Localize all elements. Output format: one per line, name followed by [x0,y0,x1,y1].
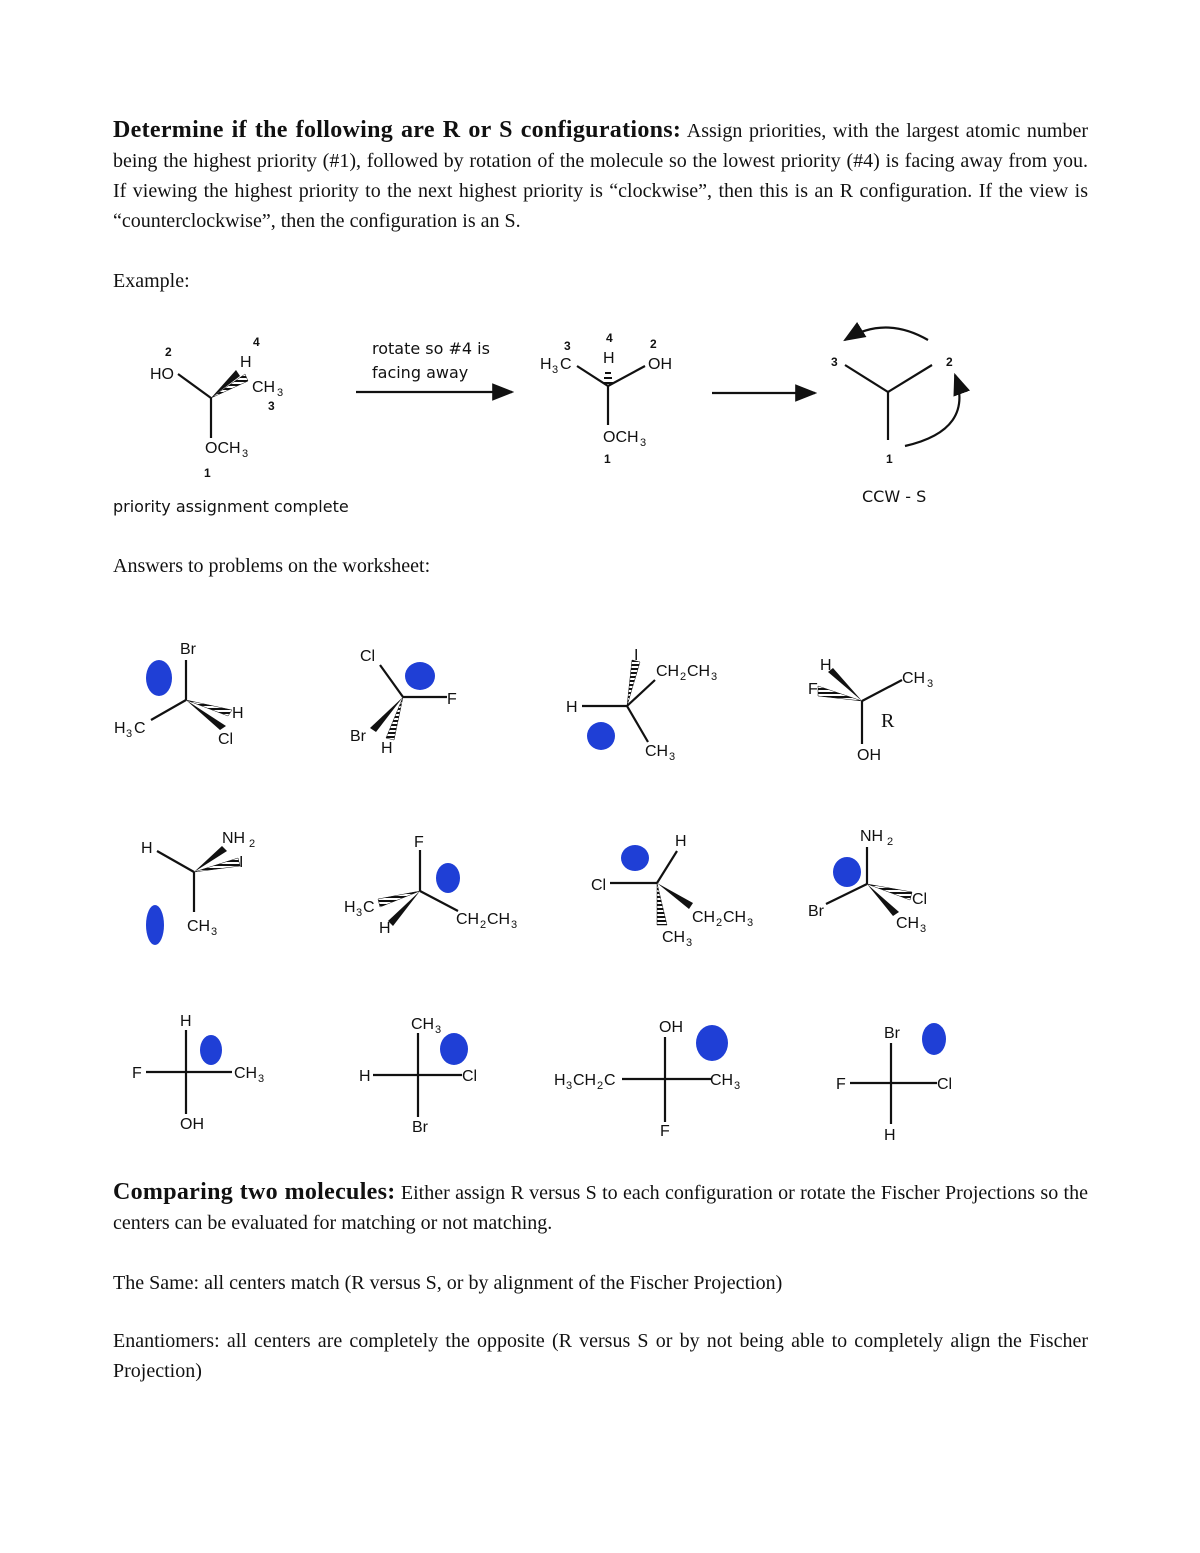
m2-cl: Cl [360,648,376,665]
ink-mark [587,722,615,750]
m5-ch3: CH [187,918,211,935]
m3-sub3: 3 [711,671,718,683]
f2-bottom: Br [412,1119,428,1136]
answers-label: Answers to problems on the worksheet: [113,555,431,577]
example-label: Example: [113,270,190,292]
answer-molecule-3 [566,647,717,763]
ex2-h: H [603,350,615,367]
answer-molecule-8 [808,828,927,935]
ex1-h: H [240,354,252,371]
m7-ch3: CH [662,929,686,946]
m5-h: H [141,840,153,857]
m1-h: H [232,705,244,722]
m1-cl: Cl [218,731,234,748]
m3-i: I [634,647,639,664]
ex1-p1: 1 [204,466,211,480]
fischer-projection-1 [132,1013,264,1133]
m5-nh2-sub: 2 [249,838,256,850]
rotate-arrow [356,339,512,392]
m3-ch3: CH [645,743,669,760]
ink-mark [440,1033,468,1065]
m4-ch3: CH [902,670,926,687]
ex3-p1: 1 [886,452,893,466]
f1-right-sub: 3 [258,1073,265,1085]
intro-heading: Determine if the following are R or S configurations: [113,117,682,143]
f3-left: H [554,1072,566,1089]
intro-text: Assign priorities, with the largest atomic number being the highest priority (#1), followed by rotation of the molecule so the lowest priority (#4) is facing away from you. If viewing the highest priority to the next highest priority is “clockwise”, then this is an R configuration. If the view is “counterclockwise”, then the configuration is an S. [113,120,1088,232]
ink-mark [436,863,460,893]
f4-bottom: H [884,1127,896,1144]
f1-right: CH [234,1065,258,1082]
m7-h: H [675,833,687,850]
m4-h: H [820,657,832,674]
m5-i: I [239,854,244,871]
m5-ch3-sub: 3 [211,926,218,938]
ex3-p2: 2 [946,355,953,369]
ink-mark [621,845,649,871]
m8-ch3: CH [896,915,920,932]
f3-top: OH [659,1019,683,1036]
f4-top: Br [884,1025,900,1042]
ex1-ho: HO [150,366,174,383]
m1-br: Br [180,641,196,658]
answer-molecule-2 [350,648,457,757]
f1-left: F [132,1065,142,1082]
comparing-text: Either assign R versus S to each configuration or rotate the Fischer Projections so the centers can be evaluated for matching or not matching. [113,1182,1088,1234]
m7-sub3: 3 [747,917,754,929]
m8-ch3-sub: 3 [920,923,927,935]
fischer-projection-3 [554,1019,740,1140]
answer-molecule-1 [114,641,244,748]
ex2-p4: 4 [606,331,613,345]
f3-right-sub: 3 [734,1080,741,1092]
m4-ch3-sub: 3 [927,678,934,690]
f2-left: H [359,1068,371,1085]
m4-oh: OH [857,747,881,764]
m6-ch2ch3-b: CH [487,911,511,928]
ex1-p4: 4 [253,335,260,349]
ink-mark [405,662,435,690]
ink-mark [833,857,861,887]
m1-h3c-sub: 3 [126,728,133,740]
example-molecule-1 [113,335,349,516]
ex2-oh: OH [648,356,672,373]
ex1-ch3-sub: 3 [277,387,284,399]
ex1-ch3: CH [252,379,276,396]
same-definition: The Same: all centers match (R versus S, or by alignment of the Fischer Projection) [113,1272,783,1294]
m8-nh2: NH [860,828,884,845]
ex2-och3-sub: 3 [640,437,647,449]
m6-h: H [379,920,391,937]
f3-left-sub2: 2 [597,1080,604,1092]
m6-ch2ch3: CH [456,911,480,928]
ex2-p3: 3 [564,339,571,353]
m8-nh2-sub: 2 [887,836,894,848]
ink-mark [696,1025,728,1061]
ex2-h3c-sub: 3 [552,364,559,376]
m7-ch3-sub: 3 [686,937,693,949]
m2-br: Br [350,728,366,745]
m7-ch2ch3: CH [692,909,716,926]
f3-left-end: C [604,1072,616,1089]
m7-cl: Cl [591,877,607,894]
ink-mark [146,660,172,696]
m7-sub2: 2 [716,917,723,929]
ex2-p2: 2 [650,337,657,351]
m6-h3c: H [344,899,356,916]
fischer-projection-2 [359,1016,477,1136]
f4-right: Cl [937,1076,953,1093]
m3-ch3-sub: 3 [669,751,676,763]
answer-molecule-4 [808,657,933,764]
ex1-p2: 2 [165,345,172,359]
m4-answer: R [881,710,895,732]
ex3-result: CCW - S [862,487,927,506]
ex2-h3c-c: C [560,356,572,373]
example-molecule-3 [831,328,959,507]
answer-molecule-6 [344,834,517,937]
enantiomers-definition: Enantiomers: all centers are completely the opposite (R versus S or by not being able to completely align the Fischer Projection) [113,1330,1088,1382]
m7-ch2ch3-b: CH [723,909,747,926]
ex2-och3: OCH [603,429,639,446]
f3-bottom: F [660,1123,670,1140]
m3-sub2: 2 [680,671,687,683]
m3-h: H [566,699,578,716]
rotate-text-2: facing away [372,363,469,382]
ex3-p3: 3 [831,355,838,369]
m3-ch2ch3-a: CH [656,663,680,680]
ex1-p3: 3 [268,399,275,413]
m6-sub3: 3 [511,919,518,931]
ex2-h3c: H [540,356,552,373]
ex1-caption: priority assignment complete [113,497,349,516]
m6-h3c-c: C [363,899,375,916]
m4-f: F [808,681,818,698]
m2-h: H [381,740,393,757]
comparing-heading: Comparing two molecules: [113,1179,396,1205]
f1-bottom: OH [180,1116,204,1133]
ink-mark [146,905,164,945]
m1-h3c: H [114,720,126,737]
f3-left-mid: CH [573,1072,597,1089]
m1-h3c-c: C [134,720,146,737]
example-molecule-2 [540,331,672,466]
f3-left-sub1: 3 [566,1080,573,1092]
m8-br: Br [808,903,824,920]
answer-molecule-7 [591,833,753,949]
f2-top: CH [411,1016,435,1033]
m6-f: F [414,834,424,851]
f3-right: CH [710,1072,734,1089]
m6-sub2: 2 [480,919,487,931]
fischer-projection-4 [836,1023,952,1144]
f2-top-sub: 3 [435,1024,442,1036]
answer-molecule-5 [141,830,255,945]
rotate-text-1: rotate so #4 is [372,339,490,358]
m6-h3c-sub: 3 [356,907,363,919]
m5-nh2: NH [222,830,246,847]
ex2-p1: 1 [604,452,611,466]
m3-ch2ch3-b: CH [687,663,711,680]
ink-mark [922,1023,946,1055]
m2-f: F [447,691,457,708]
f4-left: F [836,1076,846,1093]
ink-mark [200,1035,222,1065]
ex1-och3-sub: 3 [242,448,249,460]
f2-right: Cl [462,1068,478,1085]
m8-cl: Cl [912,891,928,908]
f1-top: H [180,1013,192,1030]
ex1-och3: OCH [205,440,241,457]
